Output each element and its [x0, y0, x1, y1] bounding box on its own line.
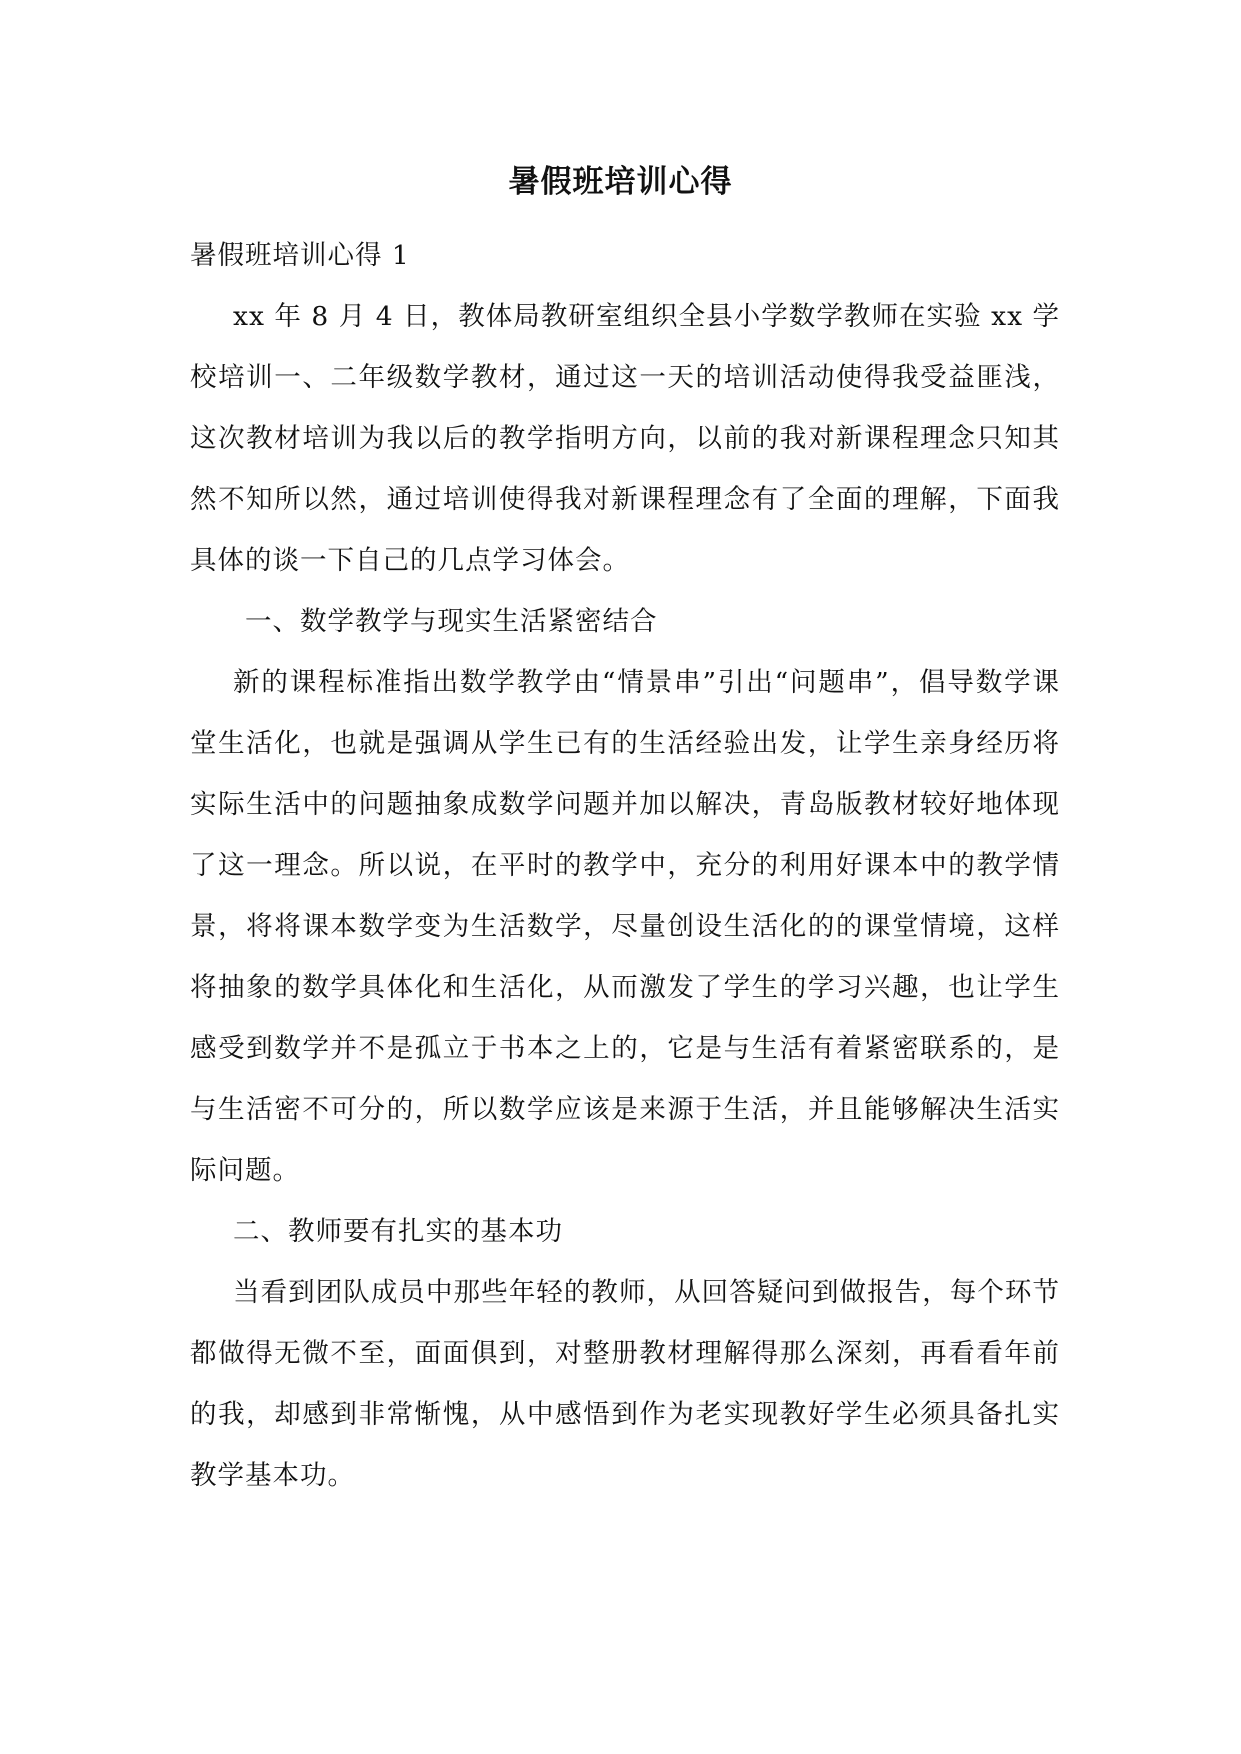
- paragraph-section-2: 当看到团队成员中那些年轻的教师，从回答疑问到做报告，每个环节都做得无微不至，面面俱到，对整册教材理解得那么深刻，再看看年前的我，却感到非常惭愧，从中感悟到作为老实现教好学生必须具备扎实教学基本功。: [190, 1277, 1060, 1491]
- document-body: [190, 225, 1060, 1506]
- section-heading-1: 一、数学教学与现实生活紧密结合: [245, 606, 658, 637]
- paragraph-intro: xx 年 8 月 4 日，教体局教研室组织全县小学数学教师在实验 xx 学校培训一、二年级数学教材，通过这一天的培训活动使得我受益匪浅，这次教材培训为我以后的教学指明方向，以前的我对新课程理念只知其然不知所以然，通过培训使得我对新课程理念有了全面的理解，下面我具体的谈一下自己的几点学习体会。: [190, 301, 1060, 576]
- paragraph-section-1: 新的课程标准指出数学教学由“情景串”引出“问题串”，倡导数学课堂生活化，也就是强调从学生已有的生活经验出发，让学生亲身经历将实际生活中的问题抽象成数学问题并加以解决，青岛版教材较好地体现了这一理念。所以说，在平时的教学中，充分的利用好课本中的教学情景，将将课本数学变为生活数学，尽量创设生活化的的课堂情境，这样将抽象的数学具体化和生活化，从而激发了学生的学习兴趣，也让学生感受到数学并不是孤立于书本之上的，它是与生活有着紧密联系的，是与生活密不可分的，所以数学应该是来源于生活，并且能够解决生活实际问题。: [190, 667, 1060, 1186]
- document-title: 暑假班培训心得: [508, 164, 733, 200]
- section-heading-2: 二、教师要有扎实的基本功: [233, 1216, 563, 1247]
- subtitle: 暑假班培训心得 1: [190, 240, 410, 271]
